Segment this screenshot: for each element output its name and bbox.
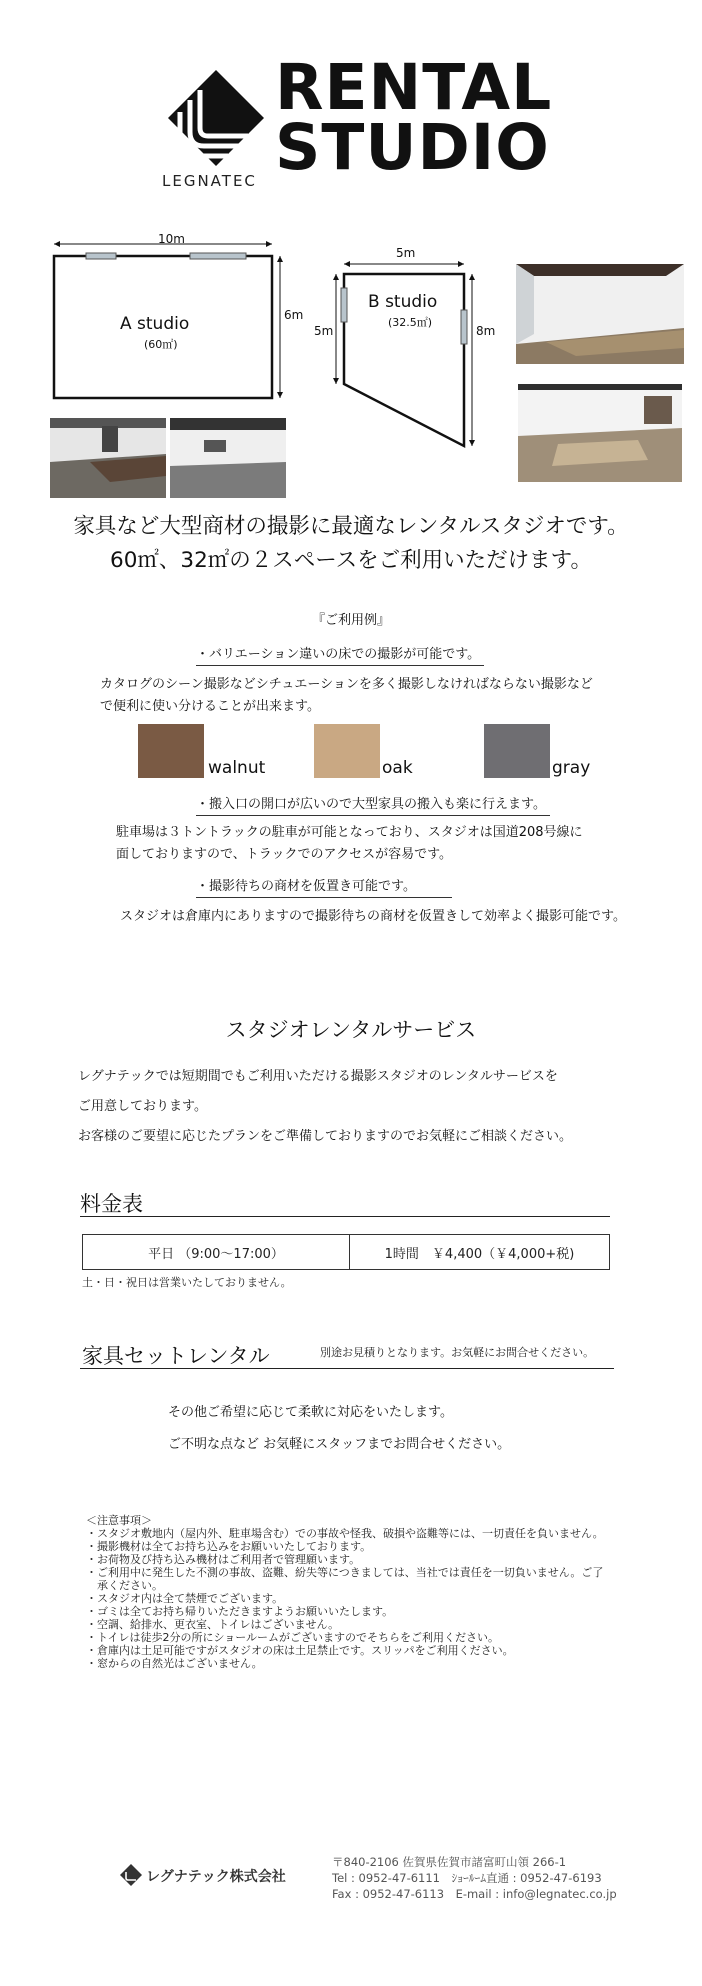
notes-title: ＜注意事項＞	[86, 1514, 152, 1527]
studio-b-right-depth: 8m	[476, 324, 496, 338]
usage-item-3-body-1: スタジオは倉庫内にありますので撮影待ちの商材を仮置きして効率よく撮影可能です。	[120, 909, 626, 924]
studio-a-name: A studio	[120, 314, 190, 334]
service-line-2: ご用意しております。	[78, 1099, 207, 1114]
footer-tel: Tel : 0952-47-6111 ｼｮｰﾙｰﾑ直通 : 0952-47-6193	[332, 1871, 602, 1885]
note-item: 承ください。	[86, 1579, 163, 1592]
note-item: ・スタジオ敷地内（屋内外、駐車場含む）での事故や怪我、破損や盗難等には、一切責任を負いません。	[86, 1527, 604, 1540]
floor-swatch-gray	[484, 724, 550, 778]
furniture-aside: 別途お見積りとなります。お気軽にお問合せください。	[320, 1346, 595, 1359]
studio-a-width: 10m	[158, 232, 185, 246]
furniture-title: 家具セットレンタル	[82, 1344, 270, 1368]
floor-swatch-oak	[314, 724, 380, 778]
floor-label-walnut: walnut	[208, 758, 266, 778]
studio-photo-b2	[518, 384, 682, 482]
title-line-1: RENTAL	[275, 51, 553, 124]
furniture-line-2: ご不明な点など お気軽にスタッフまでお問合せください。	[168, 1437, 511, 1452]
usage-title: 『ご利用例』	[311, 613, 390, 628]
studio-b-plan	[310, 244, 496, 454]
studio-b-width: 5m	[396, 246, 416, 260]
studio-b-left-depth: 5m	[314, 324, 334, 338]
note-item: ・ゴミは全てお持ち帰りいただきますようお願いいたします。	[86, 1605, 394, 1618]
price-time-cell: 平日 （9:00〜17:00）	[83, 1235, 350, 1270]
service-line-3: お客様のご要望に応じたプランをご準備しておりますのでお気軽にご相談ください。	[78, 1129, 573, 1144]
studio-b-area: (32.5㎡)	[388, 316, 433, 329]
footer-company: レグナテック株式会社	[146, 1869, 286, 1885]
footer-logo-icon	[120, 1864, 142, 1886]
note-item: ・撮影機材は全てお持ち込みをお願いいたしております。	[86, 1540, 372, 1553]
studio-photo-a2	[170, 418, 286, 498]
usage-item-2-heading: ・搬入口の開口が広いので大型家具の搬入も楽に行えます。	[196, 794, 550, 816]
pricing-title: 料金表	[80, 1192, 143, 1216]
page-title	[275, 51, 553, 184]
studio-photo-b1	[516, 264, 684, 364]
floor-label-oak: oak	[382, 758, 413, 778]
floor-swatch-walnut	[138, 724, 204, 778]
service-line-1: レグナテックでは短期間でもご利用いただける撮影スタジオのレンタルサービスを	[78, 1069, 558, 1084]
note-item: ・倉庫内は土足可能ですがスタジオの床は土足禁止です。スリッパをご利用ください。	[86, 1644, 514, 1657]
studio-photo-a1	[50, 418, 166, 498]
headline	[0, 510, 702, 578]
footer-address: 〒840-2106 佐賀県佐賀市諸富町山領 266-1	[332, 1855, 567, 1869]
floor-label-gray: gray	[552, 758, 591, 778]
note-item: ・トイレは徒歩2分の所にショールームがございますのでそちらをご利用ください。	[86, 1631, 500, 1644]
usage-item-2-body-2: 面しておりますので、トラックでのアクセスが容易です。	[116, 847, 453, 862]
usage-item-1-body-2: で便利に使い分けることが出来ます。	[100, 699, 320, 714]
usage-item-2-body-1: 駐車場は３トントラックの駐車が可能となっており、スタジオは国道208号線に	[116, 825, 583, 840]
note-item: ・窓からの自然光はございません。	[86, 1657, 263, 1670]
headline-line-2: 60㎡、32㎡の２スペースをご利用いただけます。	[110, 548, 592, 573]
usage-item-3-heading: ・撮影待ちの商材を仮置き可能です。	[196, 876, 452, 898]
note-item: ・空調、給排水、更衣室、トイレはございません。	[86, 1618, 340, 1631]
usage-item-1-heading: ・バリエーション違いの床での撮影が可能です。	[196, 644, 484, 666]
headline-line-1: 家具など大型商材の撮影に最適なレンタルスタジオです。	[73, 514, 629, 539]
pricing-note: 土・日・祝日は営業いたしておりません。	[82, 1276, 292, 1289]
furniture-line-1: その他ご希望に応じて柔軟に対応をいたします。	[168, 1405, 453, 1420]
title-line-2: STUDIO	[275, 111, 550, 184]
footer-logo	[120, 1864, 320, 1886]
studio-a-area: (60㎡)	[144, 338, 178, 351]
price-value-cell: 1時間 ￥4,400（￥4,000+税)	[350, 1235, 610, 1270]
furniture-rule	[80, 1368, 614, 1369]
pricing-rule	[80, 1216, 610, 1217]
studio-a-depth: 6m	[284, 308, 304, 322]
legnatec-logo-mark	[168, 70, 264, 180]
usage-item-1-body-1: カタログのシーン撮影などシチュエーションを多く撮影しなければならない撮影など	[100, 677, 593, 692]
note-item: ・ご利用中に発生した不測の事故、盗難、紛失等につきましては、当社では責任を一切負いません。ご了	[86, 1566, 604, 1579]
footer-contact	[332, 1854, 617, 1902]
service-title: スタジオレンタルサービス	[225, 1018, 477, 1042]
studio-a-plan	[48, 232, 304, 402]
table-row	[83, 1235, 610, 1270]
note-item: ・スタジオ内は全て禁煙でございます。	[86, 1592, 284, 1605]
note-item: ・お荷物及び持ち込み機材はご利用者で管理願います。	[86, 1553, 361, 1566]
studio-b-name: B studio	[368, 292, 438, 312]
footer-fax: Fax : 0952-47-6113 E-mail : info@legnatec.co.jp	[332, 1887, 617, 1901]
notes-section	[86, 1514, 646, 1670]
logo-text: LEGNATEC	[162, 172, 257, 190]
price-table	[82, 1234, 610, 1270]
